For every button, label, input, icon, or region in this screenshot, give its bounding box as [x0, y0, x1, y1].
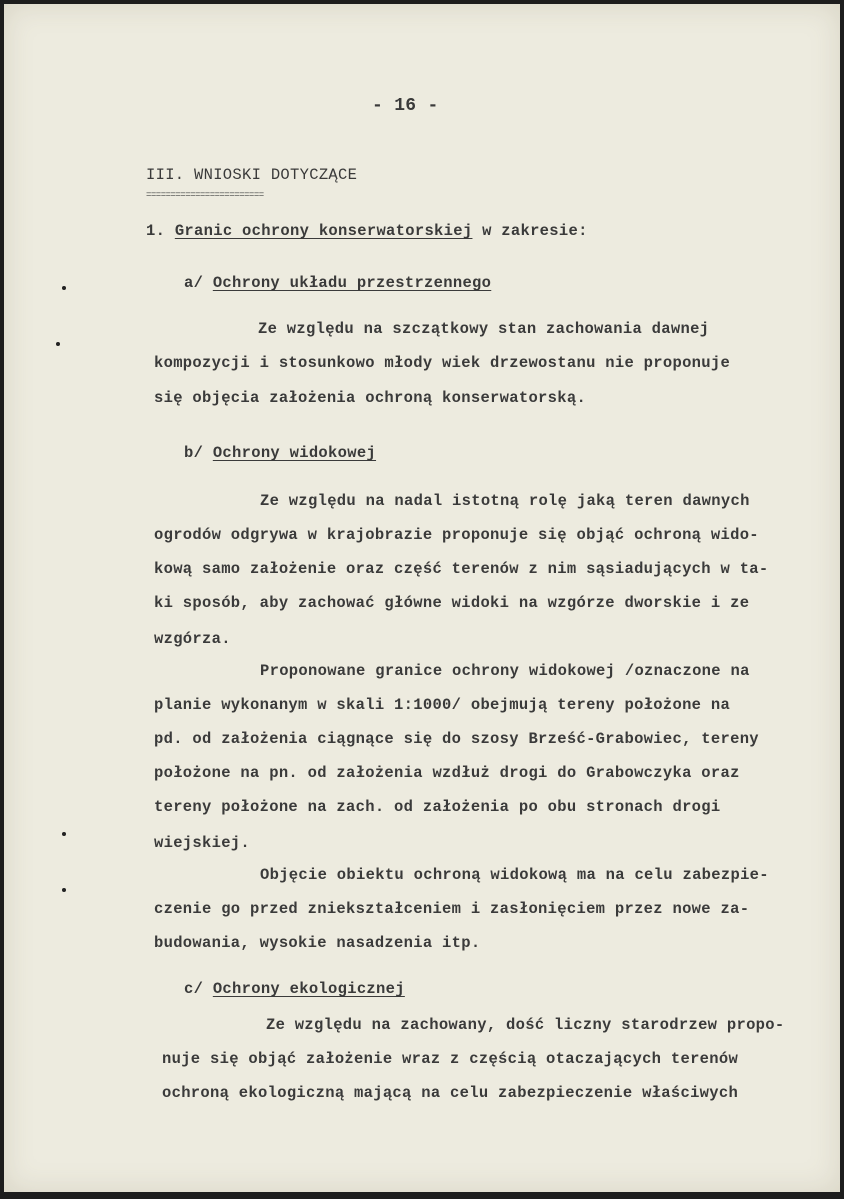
paragraph-b2-line: planie wykonanym w skali 1:1000/ obejmują tereny położone na — [154, 696, 731, 714]
paragraph-b3-line: Objęcie obiektu ochroną widokową ma na celu zabezpie- — [260, 866, 769, 884]
subsection-b-prefix: b/ — [184, 444, 204, 462]
section-1-rest: w zakresie: — [472, 222, 588, 240]
section-1-heading — [146, 222, 588, 240]
margin-mark — [62, 286, 66, 290]
heading-double-rule: ======================== — [146, 190, 264, 200]
paragraph-a-line: się objęcia założenia ochroną konserwatorską. — [154, 389, 587, 407]
paragraph-b2-line: wiejskiej. — [154, 834, 251, 852]
subsection-c-prefix: c/ — [184, 980, 204, 998]
document-page — [4, 4, 840, 1192]
subsection-c-heading — [184, 980, 405, 998]
paragraph-b2-line: tereny położone na zach. od założenia po obu stronach drogi — [154, 798, 721, 816]
paragraph-b2-line: położone na pn. od założenia wzdłuż drogi do Grabowczyka oraz — [154, 764, 740, 782]
paragraph-b1-line: ogrodów odgrywa w krajobrazie proponuje się objąć ochroną wido- — [154, 526, 759, 544]
paragraph-c-line: Ze względu na zachowany, dość liczny starodrzew propo- — [266, 1016, 785, 1034]
section-1-title: Granic ochrony konserwatorskiej — [174, 222, 473, 240]
paragraph-b2-line: Proponowane granice ochrony widokowej /oznaczone na — [260, 662, 750, 680]
paragraph-b1-line: wzgórza. — [154, 630, 231, 648]
section-1-number: 1. — [146, 222, 166, 240]
paragraph-b3-line: czenie go przed zniekształceniem i zasłonięciem przez nowe za- — [154, 900, 750, 918]
paragraph-b3-line: budowania, wysokie nasadzenia itp. — [154, 934, 481, 952]
subsection-a-title: Ochrony układu przestrzennego — [212, 274, 492, 292]
paragraph-b2-line: pd. od założenia ciągnące się do szosy Brześć-Grabowiec, tereny — [154, 730, 759, 748]
paragraph-b1-line: Ze względu na nadal istotną rolę jaką teren dawnych — [260, 492, 750, 510]
page-number: - 16 - — [372, 96, 439, 116]
paragraph-b1-line: kową samo założenie oraz część terenów z nim sąsiadujących w ta- — [154, 560, 769, 578]
subsection-a-prefix: a/ — [184, 274, 204, 292]
margin-mark — [62, 888, 66, 892]
margin-mark — [56, 342, 60, 346]
paragraph-b1-line: ki sposób, aby zachować główne widoki na wzgórze dworskie i ze — [154, 594, 750, 612]
paragraph-c-line: nuje się objąć założenie wraz z częścią otaczających terenów — [162, 1050, 739, 1068]
paragraph-a-line: Ze względu na szczątkowy stan zachowania dawnej — [258, 320, 710, 338]
margin-mark — [62, 832, 66, 836]
subsection-b-title: Ochrony widokowej — [212, 444, 377, 462]
subsection-c-title: Ochrony ekologicznej — [212, 980, 405, 998]
paragraph-a-line: kompozycji i stosunkowo młody wiek drzewostanu nie proponuje — [154, 354, 731, 372]
paragraph-c-line: ochroną ekologiczną mającą na celu zabezpieczenie właściwych — [162, 1084, 739, 1102]
section-heading: III. WNIOSKI DOTYCZĄCE — [146, 166, 358, 184]
subsection-b-heading — [184, 444, 376, 462]
subsection-a-heading — [184, 274, 491, 292]
